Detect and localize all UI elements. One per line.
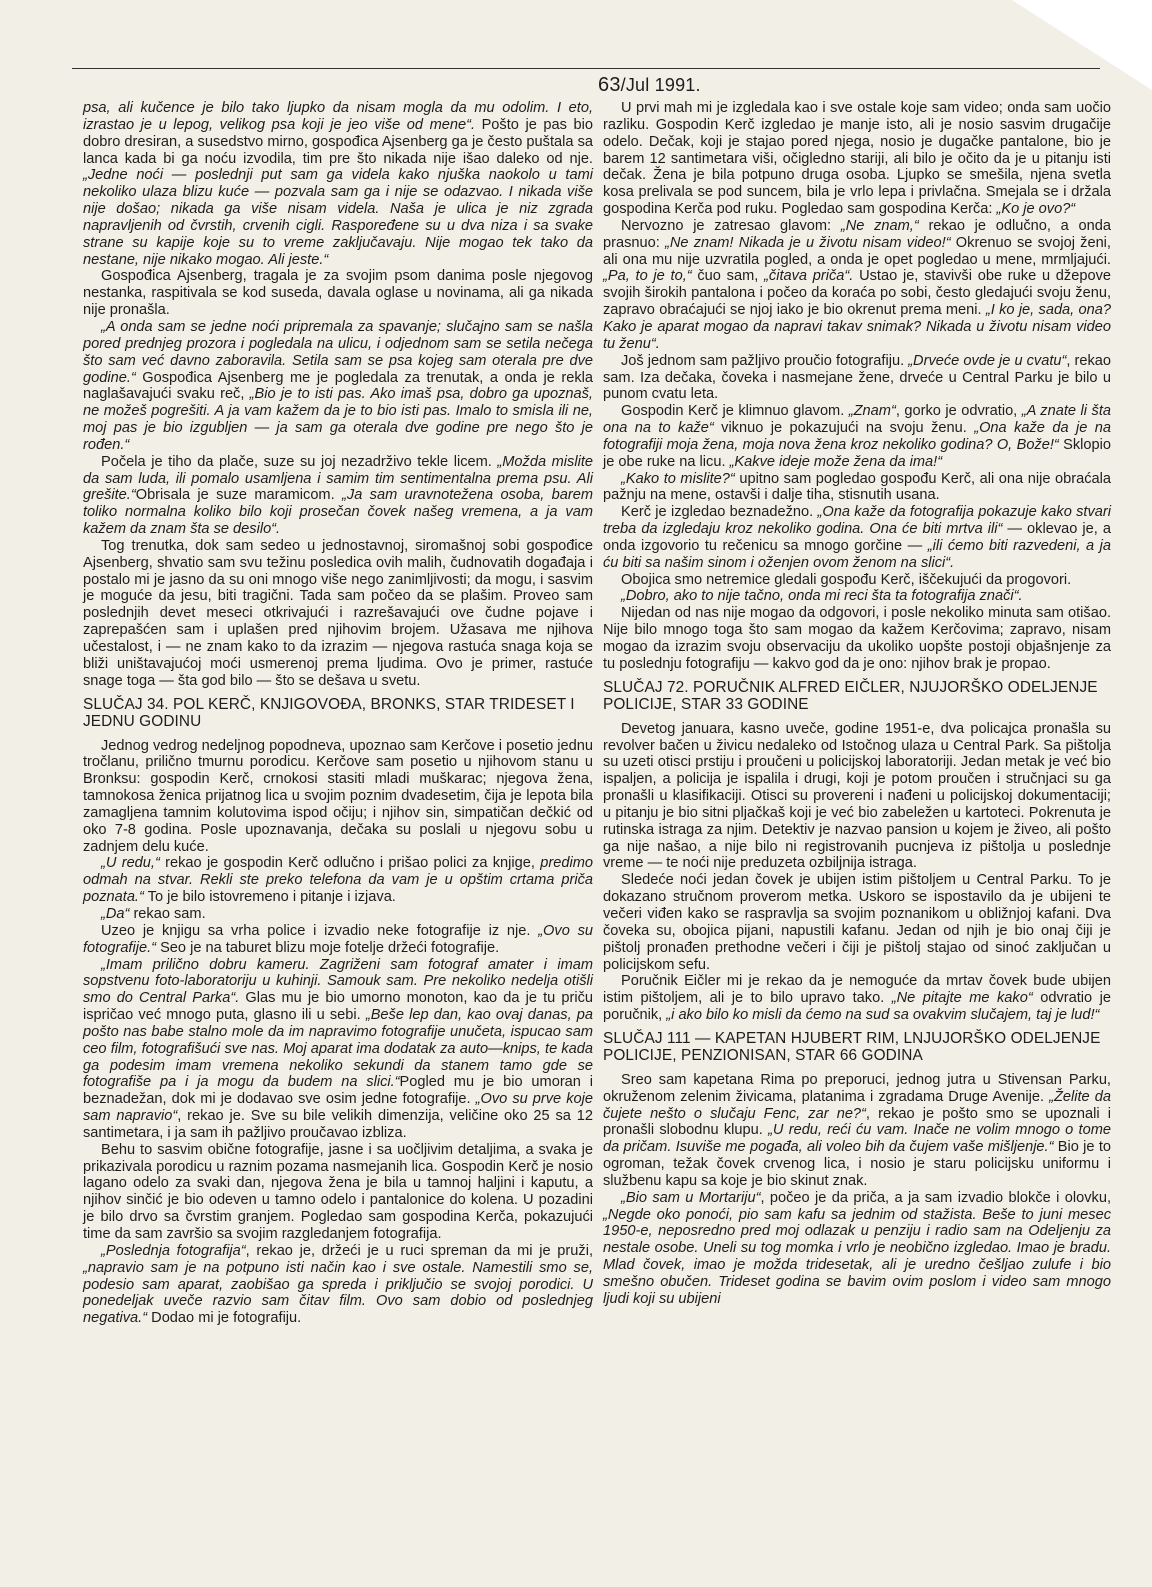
text-run: Počela je tiho da plače, suze su joj nezadrživo tekle licem.	[101, 453, 498, 470]
quoted-text: „U redu, reći ću vam. Inače ne volim mnogo o tome da pričam. Isuviše me pogađa, ali voleo bih da čujem vaše mišljenje.“	[603, 1122, 1112, 1156]
text-run: , počeo je da priča, a ja sam izvadio blokče i olovku,	[760, 1189, 1111, 1206]
text-run: Još jednom sam pažljivo proučio fotografiju.	[621, 352, 909, 369]
quoted-text: predimo odmah na stvar. Rekli ste preko telefona da vam je u opštim crtama priča poznata.“	[83, 855, 593, 906]
paragraph	[83, 454, 593, 538]
paragraph	[603, 100, 1111, 218]
text-run: upitno sam pogledao gospođu Kerč, ali ona nije obraćala pažnju na mene, ostavši i dalje tiha, stisnutih usana.	[603, 470, 1111, 504]
paragraph	[603, 471, 1111, 505]
page-number: 63	[598, 74, 621, 96]
paragraph	[603, 588, 1111, 605]
text-run: — oklevao je, a onda izgovorio tu rečenicu sa mnogo gorčine —	[603, 521, 1111, 554]
text-run: Sklopio je obe ruke na licu.	[603, 436, 1112, 470]
page-header	[598, 74, 701, 97]
paragraph	[83, 268, 593, 319]
text-run: Seo je na taburet blizu moje fotelje držeći fotografije.	[156, 939, 500, 956]
text-run: rekao sam.	[129, 905, 206, 922]
quoted-text: „ili ćemo biti razvedeni, a ja ću biti sa našim sinom i oženjen ovom ženom na slici“.	[603, 537, 1111, 571]
paragraph	[603, 403, 1111, 470]
quoted-text: „Da“	[101, 905, 130, 922]
paragraph	[603, 353, 1111, 404]
text-run: Gospođica Ajsenberg me je pogledala za trenutak, a onda je rekla naglašavajući svaku reč,	[83, 369, 593, 403]
quoted-text: „I ko je, sada, ona? Kako je aparat mogao da napravi takav snimak? Nikada u životu nisam video tu ženu“.	[603, 302, 1111, 352]
text-run: Nijedan od nas nije mogao da odgovori, i posle nekoliko minuta sam otišao. Nije bilo mnogo toga što sam mogao da kažem Kerčovima; zapravo, nisam mogao da izrazim svoju observaciju da ukoliko uopšte postoji objašnjenje za tu poslednju fotografiju — kakvo god da je ono: njihov brak je propao.	[603, 605, 1111, 672]
text-run: Uzeo je knjigu sa vrha police i izvadio neke fotografije iz nje.	[101, 922, 539, 939]
text-run: odvratio je poručnik,	[603, 990, 1111, 1024]
text-run: Dodao mi je fotografiju.	[147, 1310, 302, 1327]
paragraph	[83, 957, 593, 1142]
text-run: Nervozno je zatresao glavom:	[621, 217, 841, 234]
text-run: rekao je gospodin Kerč odlučno i prišao polici za knjige,	[159, 855, 541, 872]
paragraph	[83, 1142, 593, 1243]
quoted-text: „Ovo su fotografije.“	[83, 922, 593, 956]
text-run: To je bilo istovremeno i pitanje i izjava.	[143, 889, 396, 906]
quoted-text: „Ona kaže da je na fotografiji moja žena, moja nova žena kroz nekoliko godina? O, Bože!“	[603, 420, 1111, 453]
text-run: rekao je odlučno, a onda prasnuo:	[603, 217, 1112, 251]
paragraph	[83, 319, 593, 454]
quoted-text: „Želite da čujete nešto o slučaju Fenc, zar ne?“	[603, 1088, 1111, 1122]
text-run: Poručnik Eičler mi je rekao da je nemoguće da mrtav čovek bude ubijen istim pištoljem, ali je to bilo upravo tako.	[603, 973, 1111, 1007]
quoted-text: „Negde oko ponoći, pio sam kafu sa jednim od stažista. Beše to juni mesec 1950-e, neposredno pred moj odlazak u penziju i radio sam na Odeljenju za nestale osobe. Uneli su tog momka i vrlo je neobično izgledao. Imao je bradu. Mlad čovek, imao je možda tridesetak, ali je uredno češljao zulufe i bio smešno obučen. Trideset godina se bavim ovim poslom i video sam mnogo ljudi koji su ubijeni	[603, 1206, 1111, 1307]
quoted-text: psa, ali kučence je bilo tako ljupko da nisam mogla da mu odolim. I eto, izrastao je u lepog, velikog psa koji je jeo više od mene“.	[83, 100, 593, 133]
text-run: , gorko je odvratio,	[895, 403, 1022, 420]
quoted-text: „i ako bilo ko misli da ćemo na sud sa ovakvim slučajem, taj je lud!“	[666, 1007, 1100, 1024]
quoted-text: „Bio sam u Mortariju“	[621, 1189, 761, 1206]
paragraph	[603, 504, 1111, 571]
text-run: Okrenuo se svojoj ženi, ali ona mu nije uzvratila pogled, a onda je opet pogledao u mene, mrmljajući.	[603, 234, 1111, 268]
text-run: čuo sam,	[691, 268, 765, 285]
quoted-text: „Beše lep dan, kao ovaj danas, pa pošto nas babe stalno mole da im napravimo fotografije unučeta, ispucao sam ceo film, fotografišući sve nas. Moj aparat ima dodatak za auto—knips, te kada ga podesim imam vremena nekoliko sekundi da stanem tamo gde se fotografiše pa i ja mogu da budem na slici.“	[83, 1007, 593, 1091]
quoted-text: „Dobro, ako to nije tačno, onda mi reci šta ta fotografija znači“.	[621, 588, 1023, 605]
text-run: Obojica smo netremice gledali gospođu Kerč, iščekujući da progovori.	[621, 571, 1072, 588]
header-rule	[72, 68, 1100, 69]
paragraph	[83, 855, 593, 906]
quoted-text: „Ne znam! Nikada je u životu nisam video!“	[665, 234, 951, 251]
text-run: Glas mu je bio umorno monoton, kao da je tu priču ispričao već mnogo puta, glasno ili u sebi.	[83, 990, 593, 1024]
paragraph	[83, 738, 593, 856]
quoted-text: „U redu,“	[101, 855, 160, 872]
quoted-text: „Ja sam uravnotežena osoba, barem toliko normalna koliko bilo koji prosečan čovek našeg vremena, a ja vam kažem da znam šta se desilo“.	[83, 487, 593, 538]
quoted-text: „Kako to mislite?“	[621, 470, 735, 487]
quoted-text: „Poslednja fotografija“	[101, 1242, 246, 1259]
text-run: U prvi mah mi je izgledala kao i sve ostale koje sam video; onda sam uočio razliku. Gospodin Kerč izgledao je manje isto, ali je nosio sasvim drugačije odelo. Dečak, koji je stajao pored njega, nosio je dugačke pantalone, bio je barem 12 santimetara viši, očigledno stariji, ali bilo je očito da je u pitanju isti dečak. Žena je bila potpuno druga osoba. Ljupko se smešila, njena svetla kosa prelivala se pod suncem, bila je vrlo lepa i privlačna. Smejala se i držala gospodina Kerča pod ruku. Pogledao sam gospodina Kerča:	[603, 100, 1111, 218]
quoted-text: „Ne pitajte me kako“	[891, 990, 1033, 1007]
case-heading: SLUČAJ 34. POL KERČ, KNJIGOVOĐA, BRONKS, STAR TRIDESET I JEDNU GODINU	[83, 695, 575, 730]
issue-date: /Jul 1991.	[620, 75, 701, 95]
quoted-text: „Znam“	[848, 403, 896, 420]
quoted-text: „Ovo su prve koje sam napravio“	[83, 1091, 593, 1125]
paragraph	[603, 1072, 1111, 1190]
text-run: Behu to sasvim obične fotografije, jasne i sa uočljivim detaljima, a svaka je prikazivala porodicu u raznim pozama nasmejanih lica. Gospodin Kerč je nosio lagano odelo za svaki dan, njegova žena je bila u tamnoj haljini i kaputu, a njihov sinčić je bio odeven u tamno odelo i pantalonice do kolena. U pozadini je bilo drvo sa čvrstim granjem. Pogledao sam gospodina Kerča, pokazujući time da sam završio sa svojim razgledanjem fotografija.	[83, 1141, 593, 1242]
text-run: viknuo je pokazujući na svoju ženu.	[713, 420, 975, 437]
quoted-text: „Drveće ovde je u cvatu“	[908, 352, 1067, 369]
text-run: Gospodin Kerč je klimnuo glavom.	[621, 403, 849, 420]
text-run: Devetog januara, kasno uveče, godine 1951-e, dva policajca pronašla su revolver bačen u živicu nedaleko od Istočnog ulaza u Central Park. Sa pištolja su uzeti otisci prstiju i proučeni u policijskoj laboratoriji. Jedan metak je već bio ispaljen, a policija je ispalila i drugi, koji je potom proučen i stručnjaci su ga pronašli u klasifikaciji. Otisci su provereni i nađeni u policijskoj dokumentaciji; u pitanju je bio sitni pljačkaš koji je već bio zabeležen u kartoteci. Pokrenuta je rutinska istraga za njim. Detektiv je nazvao pansion u kojem je živeo, ali pošto ga nije našao, a nije bilo ni registrovanih pucnjeva iz pištolja u poslednje vreme — te noći nije preduzeta ozbiljnija istraga.	[603, 720, 1111, 872]
quoted-text: „A onda sam se jedne noći pripremala za spavanje; slučajno sam se našla pored prednjeg prozora i pogledala na ulicu, i odjednom sam se setila nečega što sam već davno zaboravila. Setila sam se psa kojeg sam oterala pre dve godine.“	[83, 318, 593, 386]
paragraph	[603, 1190, 1111, 1308]
left-column	[83, 100, 593, 1327]
case-heading: SLUČAJ 72. PORUČNIK ALFRED EIČLER, NJUJORŠKO ODELJENJE POLICIJE, STAR 33 GODINE	[603, 678, 1098, 713]
paragraph	[83, 538, 593, 690]
text-run: Pogled mu je bio umoran i beznadežan, dok mi je dodavao sve osim jedne fotografije.	[83, 1074, 594, 1108]
paragraph	[603, 973, 1111, 1024]
case-heading: SLUČAJ 111 — KAPETAN HJUBERT RIM, LNJUJORŠKO ODELJENJE POLICIJE, PENZIONISAN, STAR 66 GODINA	[603, 1029, 1101, 1064]
quoted-text: „A znate li šta ona na to kaže“	[603, 403, 1111, 437]
text-run: Tog trenutka, dok sam sedeo u jednostavnoj, siromašnoj sobi gospođice Ajsenberg, shvatio sam svu težinu posledica ovih malih, čudnovatih događaja i postalo mi je jasno da su oni mnogo više nego zanimljivosti; da mogu, i sasvim je moguće da jesu, biti tragični. Tada sam počeo da se plašim. Proveo sam poslednjih devet meseci otkrivajući i razrešavajući ove čudne pojave i zaprepašćen sam i uplašen pred njihovim brojem. Užasava me njihova učestalost, i — ne znam kako to da izrazim — njegova rastuća snaga koja se bliži uništavajućoj moći usmerenoj prema ljudima. Ovo je primer, rastuće snage toga — šta god bilo — što se dešava u svetu.	[83, 537, 593, 689]
quoted-text: „Pa, to je to,“	[603, 268, 692, 285]
text-run: Sreo sam kapetana Rima po preporuci, jednog jutra u Stivensan Parku, okruženom zelenim živicama, platanima i zgradama Druge Avenije.	[603, 1071, 1111, 1105]
right-column	[603, 100, 1111, 1308]
paragraph	[83, 906, 593, 923]
quoted-text: „napravio sam je na potpuno isti način kao i sve ostale. Namestili smo se, podesio sam aparat, zaobišao ga spreda i priključio se svojoj porodici. U ponedeljak uveče razvio sam čitav film. Ovo sam dobio od poslednjeg negativa.“	[83, 1259, 593, 1327]
paragraph	[603, 721, 1111, 873]
paragraph	[603, 218, 1111, 353]
paragraph	[83, 1243, 593, 1327]
paragraph	[83, 100, 593, 268]
text-run: Ustao je, stavivši obe ruke u džepove svojih širokih pantalona i počeo da koraća po sobi, često gledajući svoju ženu, zapravo obraćajući se njoj iako je bio okrenut prema meni.	[603, 268, 1111, 319]
quoted-text: „Imam prilično dobru kameru. Zagriženi sam fotograf amater i imam sopstvenu foto-laboratoriju u kuhinji. Samouk sam. Pre nekoliko nedelja otišli smo do Central Parka“.	[83, 956, 593, 1007]
quoted-text: „Bio je to isti pas. Ako imaš psa, dobro ga upoznaš, ne možeš pogrešiti. A ja vam kažem da je to bio isti pas. Imalo to smisla ili ne, moj pas je bio izgubljen — ja sam ga oterala dve godine pre nego što je rođen.“	[83, 386, 593, 453]
quoted-text: „Ona kaže da fotografija pokazuje kako stvari treba da izgledaju kroz nekoliko godina. Ona će biti mrtva ili“	[603, 504, 1111, 538]
paragraph	[83, 923, 593, 957]
text-run: Jednog vedrog nedeljnog popodneva, upoznao sam Kerčove i posetio jednu tročlanu, prilično tmurnu porodicu. Kerčove sam posetio u njihovom stanu u Bronksu: gospodin Kerč, crnokosi stasiti mladi muškarac; njegova žena, tamnokosa ženica prijatnog lica u svojim poznim dvadesetim, čija je lepota bila zamagljena tamnim kolutovima ispod očiju; i njihov sin, simpatičan dečkić od oko 7-8 godina. Posle upoznavanja, dečaka su poslali u njegovu sobu u zadnjem delu kuće.	[83, 737, 593, 855]
quoted-text: „Ko je ovo?“	[996, 201, 1076, 218]
paragraph	[603, 605, 1111, 672]
text-run: , rekao sam. Iza dečaka, čoveka i nasmejane žene, drveće u Central Parku je bilo u punom cvatu leta.	[603, 352, 1111, 403]
text-run: Obrisala je suze maramicom.	[135, 487, 343, 504]
text-run: Bio je to ogroman, težak čovek crvenog lica, i nosio je staru policijsku uniformu i službenu kapu sa koje je bio skinut znak.	[603, 1139, 1111, 1189]
paragraph	[603, 572, 1111, 589]
text-run: , rekao je pošto smo se upoznali i pronašli slobodnu klupu.	[603, 1105, 1112, 1139]
text-run: , rekao je, držeći je u ruci spreman da mi je pruži,	[245, 1242, 593, 1259]
text-run: , rekao je. Sve su bile velikih dimenzija, veličine oko 25 sa 12 santimetara, i ja sam ih pažljivo proučavao izbliza.	[83, 1108, 593, 1141]
quoted-text: „čitava priča“.	[764, 268, 854, 285]
quoted-text: „Jedne noći — poslednji put sam ga videla kako njuška naokolo u tami nekoliko ulaza blizu kuće — pozvala sam ga i nije se odazvao. I nikada više nije došao; nikada ga više nisam videla. Naša je ulica je niz zgrada napravljenih od čvrstih, crvenih cigli. Raspoređene su u dva niza i sa svake strane su kapije koje su to vreme zaključavaju. Nije mogao tek tako da nestane, nije nikako mogao. Ali jeste.“	[83, 167, 593, 268]
text-run: Sledeće noći jedan čovek je ubijen istim pištoljem u Central Parku. To je dokazano stručnom proverom metka. Uskoro se ispostavilo da je ubijeni te večeri viđen kako se raspravlja sa svojim poznanikom u obližnjoj kafani. Dva čoveka su, obojica pijani, napustili kafanu. Jedan od njih je bio onaj čiji je pištolj pronađen prethodne večeri i čiji je pištolj stajao od sinoć zaključan u policijskom sefu.	[603, 872, 1111, 973]
quoted-text: „Ne znam,“	[840, 217, 919, 234]
folded-page-corner	[1012, 0, 1152, 90]
text-run: Kerč je izgledao beznadežno.	[621, 504, 818, 521]
quoted-text: „Kakve ideje može žena da ima!“	[729, 453, 943, 470]
quoted-text: „Možda mislite da sam luda, ili pomalo usamljena i samim tim sentimentalna prema psu. Ali grešite.“	[83, 453, 593, 504]
paragraph	[603, 872, 1111, 973]
text-run: Pošto je pas bio dobro dresiran, a susedstvo mirno, gospođica Ajsenberg ga je često puštala sa lanca kada bi ga noću izvodila, tim pre što nikada nije išao daleko od nje.	[83, 116, 593, 167]
text-run: Gospođica Ajsenberg, tragala je za svojim psom danima posle njegovog nestanka, raspitivala se kod suseda, davala oglase u novinama, ali ga nikada nije pronašla.	[83, 268, 593, 319]
